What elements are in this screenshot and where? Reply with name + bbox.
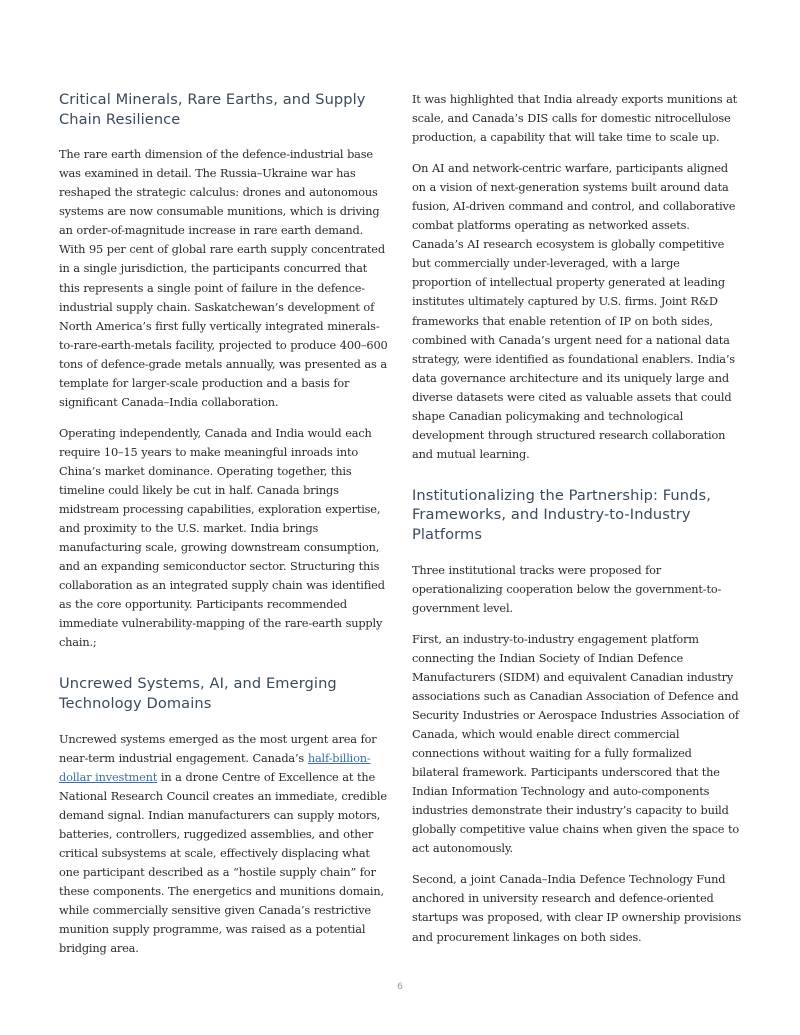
- half-billion-investment-link[interactable]: half-billion-dollar investment: [59, 750, 371, 784]
- paragraph-industry-platform: First, an industry-to-industry engagement platform connecting the Indian Society of Indian Defence Manufacturers (SIDM) and equivalent Canadian industry associations such as Canadian Association of Defence and Security Industries or Aerospace Industries Association of Canada, which would enable direct commercial connections without waiting for a fully formalized bilateral framework. Participants underscored that the Indian Information Technology and auto-components industries demonstrate their industry’s capacity to build globally competitive value chains when given the space to act autonomously.: [412, 631, 740, 856]
- paragraph-uncrewed-systems: [59, 730, 391, 959]
- section-heading-critical-minerals: Critical Minerals, Rare Earths, and Supply Chain Resilience: [59, 91, 366, 128]
- paragraph-text-before-link: Uncrewed systems emerged as the most urgent area for near-term industrial engagement. Canada’s: [59, 731, 377, 765]
- right-column: [412, 90, 742, 959]
- paragraph-operating-independently: Operating independently, Canada and India would each require 10–15 years to make meaningful inroads into China’s market dominance. Operating together, this timeline could likely be cut in half. Canada brings midstream processing capabilities, exploration expertise, and proximity to the U.S. market. India brings manufacturing scale, growing downstream consumption, and an expanding semiconductor sector. Structuring this collaboration as an integrated supply chain was identified as the core opportunity. Participants recommended immediate vulnerability-mapping of the rare-earth supply chain.;: [59, 425, 385, 650]
- paragraph-text-after-link: in a drone Centre of Excellence at the National Research Council creates an immediate, credible demand signal. Indian manufacturers can supply motors, batteries, controllers, ruggedized assemblies, and other critical subsystems at scale, effectively displacing what one participant described as a “hostile supply chain” for these components. The energetics and munitions domain, while commercially sensitive given Canada’s restrictive munition supply programme, was raised as a potential bridging area.: [59, 769, 387, 956]
- paragraph-technology-fund: Second, a joint Canada–India Defence Technology Fund anchored in university research and defence-oriented startups was proposed, with clear IP ownership provisions and procurement linkages on both sides.: [412, 872, 742, 944]
- page-number: 6: [397, 982, 403, 992]
- left-column: [59, 90, 391, 970]
- section-heading-institutionalizing: Institutionalizing the Partnership: Funds, Frameworks, and Industry-to-Industry Platforms: [412, 486, 711, 544]
- paragraph-ai-network-centric: On AI and network-centric warfare, participants aligned on a vision of next-generation systems built around data fusion, AI-driven command and control, and collaborative combat platforms operating as networked assets. Canada’s AI research ecosystem is globally competitive but commercially under-leveraged, with a large proportion of intellectual property generated at leading institutes ultimately captured by U.S. firms. Joint R&D frameworks that enable retention of IP on both sides, combined with Canada’s urgent need for a national data strategy, were identified as foundational enablers. India’s data governance architecture and its uniquely large and diverse datasets were cited as valuable assets that could shape Canadian policymaking and technological development through structured research collaboration and mutual learning.: [412, 161, 736, 461]
- paragraph-three-tracks: Three institutional tracks were proposed for operationalizing cooperation below the government-to-government level.: [412, 562, 722, 615]
- paragraph-munitions-exports: It was highlighted that India already exports munitions at scale, and Canada’s DIS calls for domestic nitrocellulose production, a capability that will take time to scale up.: [412, 92, 738, 145]
- paragraph-rare-earth-dimension: The rare earth dimension of the defence-industrial base was examined in detail. The Russia–Ukraine war has reshaped the strategic calculus: drones and autonomous systems are now consumable munitions, which is driving an order-of-magnitude increase in rare earth demand. With 95 per cent of global rare earth supply concentrated in a single jurisdiction, the participants concurred that this represents a single point of failure in the defence-industrial supply chain. Saskatchewan’s development of North America’s first fully vertically integrated minerals-to-rare-earth-metals facility, projected to produce 400–600 tons of defence-grade metals annually, was presented as a template for larger-scale production and a basis for significant Canada–India collaboration.: [59, 147, 388, 409]
- section-heading-uncrewed-systems: Uncrewed Systems, AI, and Emerging Technology Domains: [59, 675, 337, 712]
